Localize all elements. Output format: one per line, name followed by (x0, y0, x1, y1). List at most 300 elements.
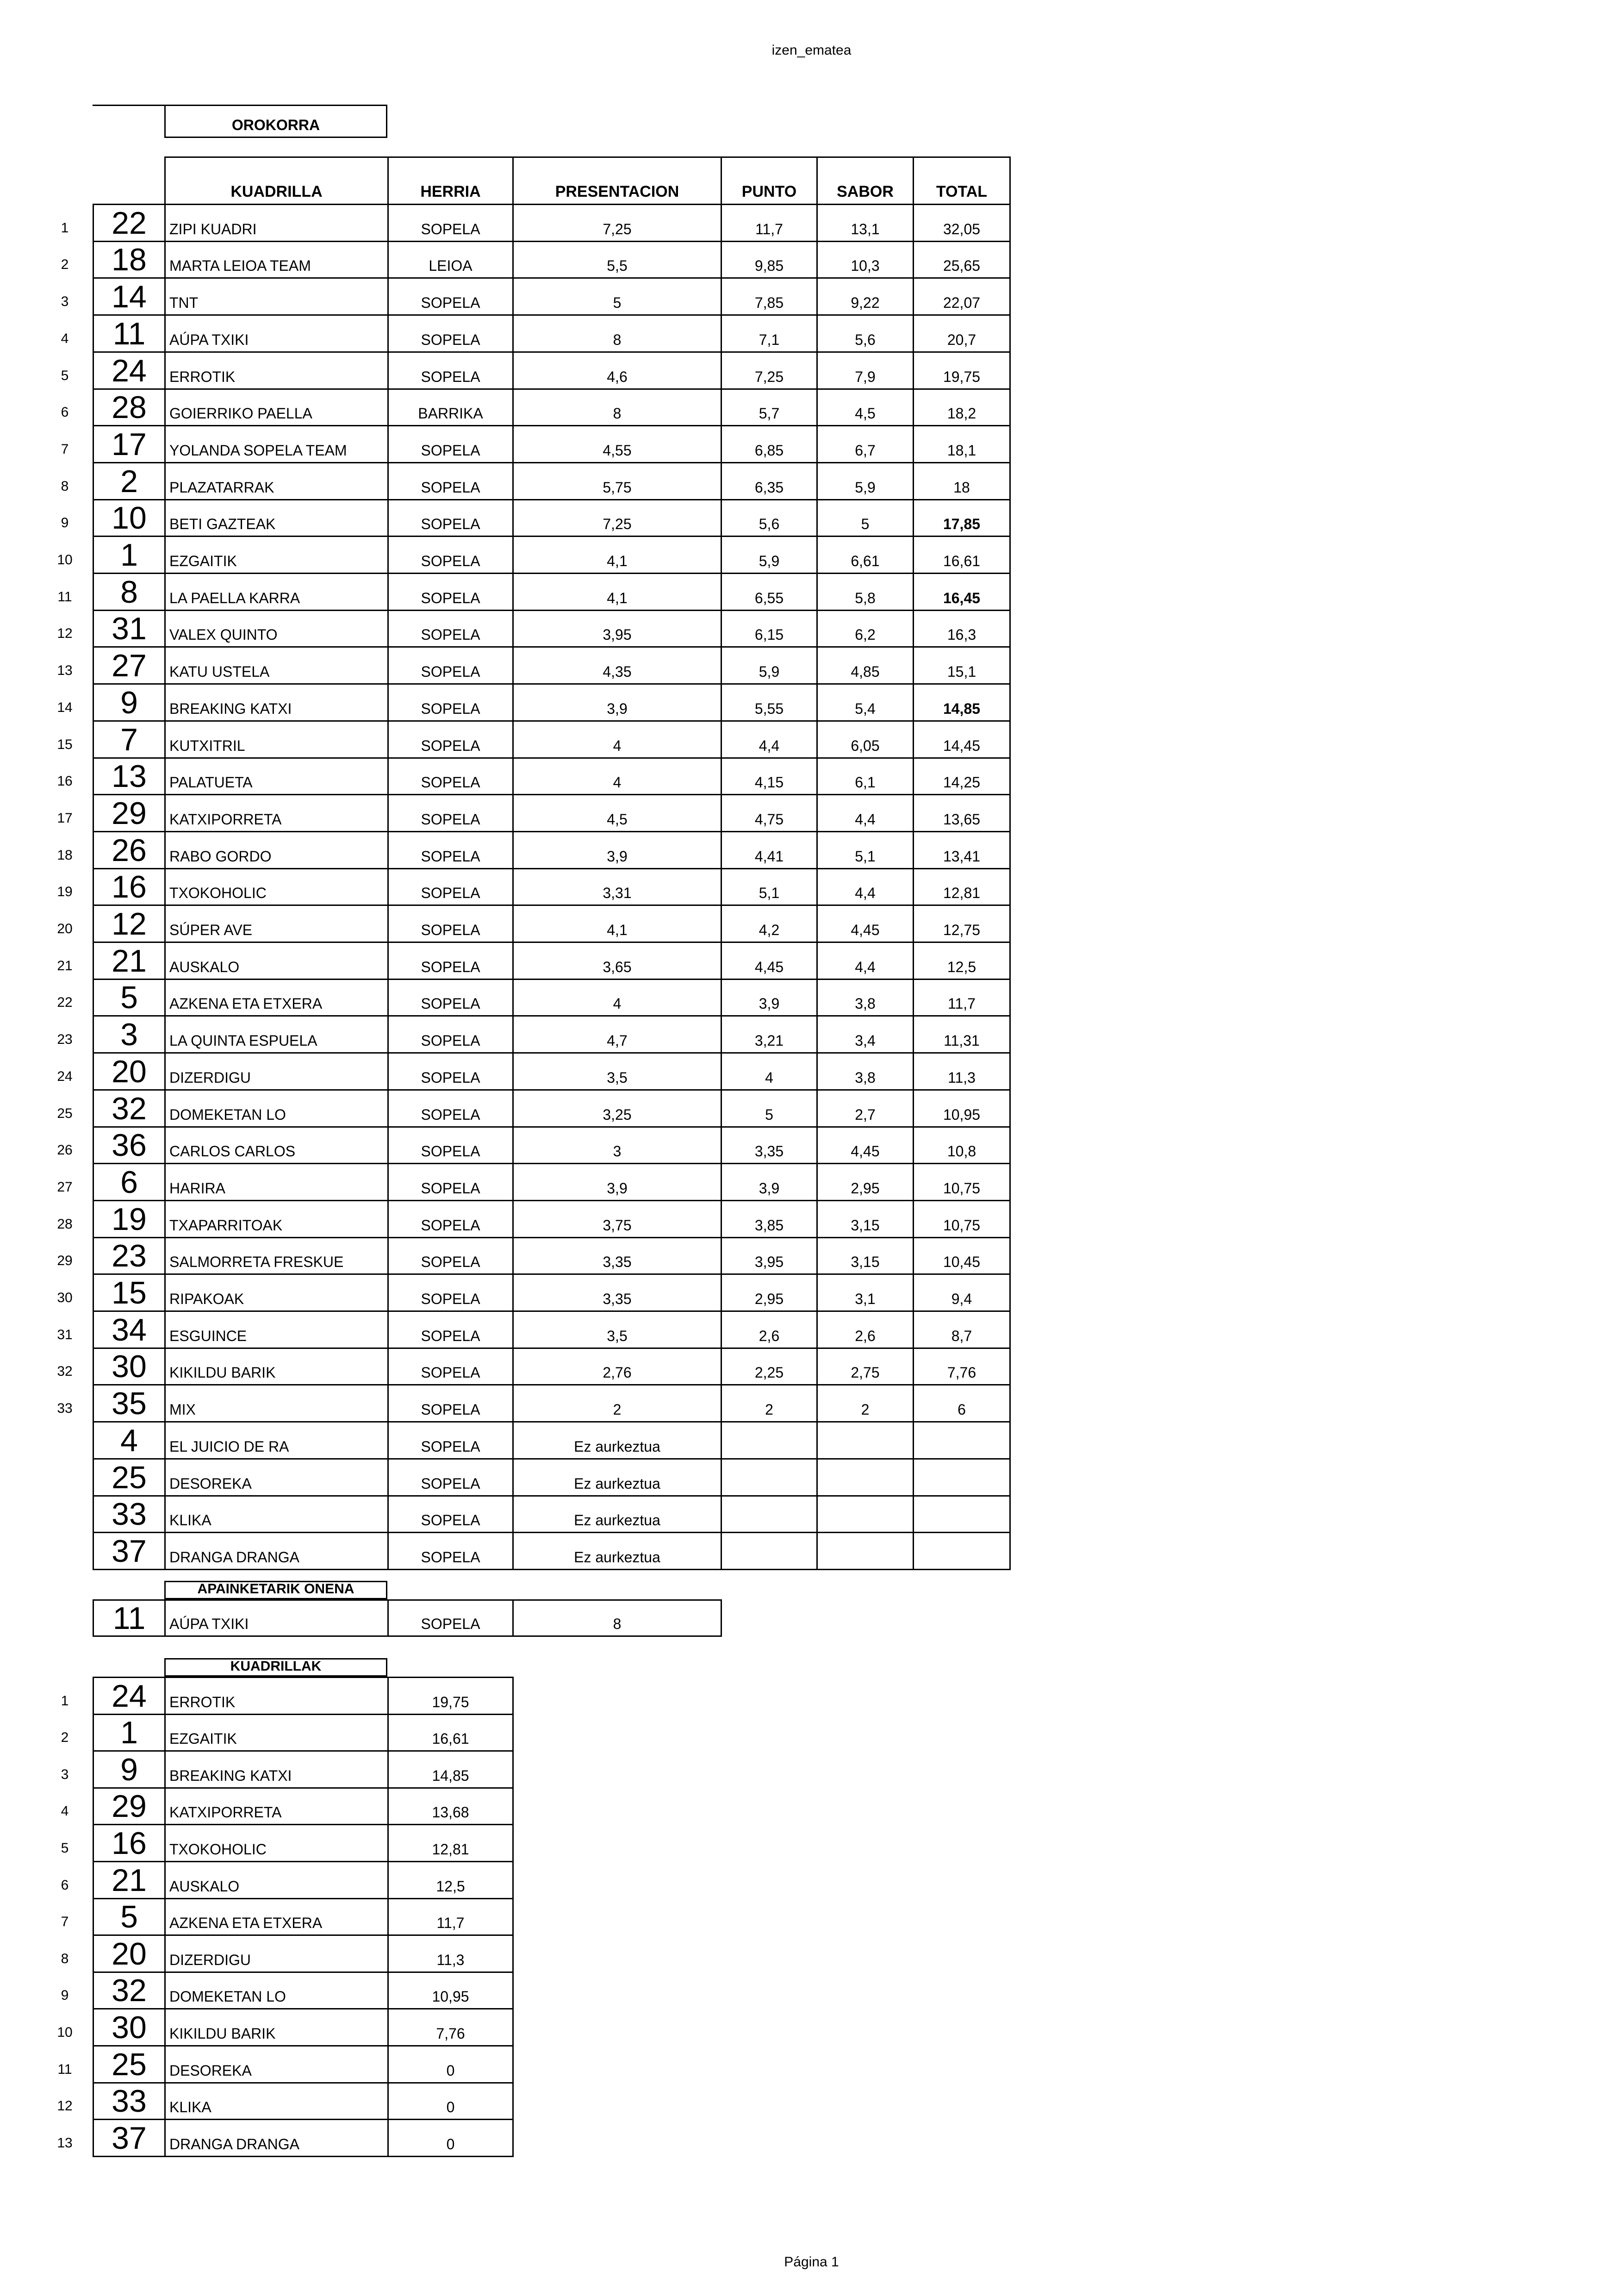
team-name: EL JUICIO DE RA (164, 1421, 389, 1460)
presentacion-score: 5,75 (512, 462, 722, 500)
rank-number: 18 (57, 848, 73, 863)
total-score: 19,75 (913, 351, 1011, 390)
total-score: 14,85 (913, 683, 1011, 722)
total-score: 11,7 (913, 979, 1011, 1017)
team-name: ERROTIK (164, 351, 389, 390)
team-name: AÚPA TXIKI (164, 1599, 389, 1637)
team-number: 22 (93, 204, 166, 242)
presentacion-score: 2,76 (512, 1348, 722, 1385)
team-number: 25 (93, 2045, 166, 2084)
total-score: 19,75 (387, 1677, 514, 1715)
rank-number: 11 (57, 2062, 72, 2077)
presentacion-score: 3,25 (512, 1089, 722, 1128)
team-number: 1 (93, 1714, 166, 1752)
team-name: KATXIPORRETA (164, 1787, 389, 1825)
team-name: AUSKALO (164, 1861, 389, 1899)
presentacion-score: 4 (512, 979, 722, 1017)
total-score: 16,61 (913, 536, 1011, 574)
rank-number: 9 (61, 515, 69, 530)
team-town: SOPELA (387, 499, 514, 537)
punto-score: 5,6 (721, 499, 818, 537)
team-town: SOPELA (387, 757, 514, 795)
rank-number: 31 (57, 1327, 73, 1342)
total-score: 8,7 (913, 1310, 1011, 1349)
team-name: MIX (164, 1384, 389, 1423)
sabor-score: 5,9 (816, 462, 914, 500)
total-score: 0 (387, 2082, 514, 2120)
sabor-score: 7,9 (816, 351, 914, 390)
total-score: 25,65 (913, 241, 1011, 279)
presentacion-score: 7,25 (512, 499, 722, 537)
presentacion-score: 4,1 (512, 905, 722, 943)
total-score: 10,8 (913, 1126, 1011, 1164)
team-number: 3 (93, 1015, 166, 1054)
punto-score: 4,41 (721, 831, 818, 869)
sabor-score: 6,7 (816, 425, 914, 463)
presentacion-score: 3,75 (512, 1200, 722, 1238)
sabor-score: 4,4 (816, 942, 914, 980)
punto-score: 3,85 (721, 1200, 818, 1238)
team-town: SOPELA (387, 573, 514, 611)
presentacion-score: 3,65 (512, 942, 722, 980)
rank-number: 2 (61, 257, 69, 272)
team-number: 32 (93, 1972, 166, 2009)
team-town: SOPELA (387, 720, 514, 759)
team-name: BREAKING KATXI (164, 1750, 389, 1789)
total-score (913, 1495, 1011, 1533)
rank-number: 10 (57, 552, 73, 568)
team-name: DIZERDIGU (164, 1934, 389, 1973)
sabor-score: 5 (816, 499, 914, 537)
rank-number: 15 (57, 737, 73, 752)
team-name: DOMEKETAN LO (164, 1089, 389, 1128)
sabor-score: 2,95 (816, 1163, 914, 1201)
team-number: 1 (93, 536, 166, 574)
team-number: 9 (93, 683, 166, 722)
team-name: TXAPARRITOAK (164, 1200, 389, 1238)
team-name: EZGAITIK (164, 536, 389, 574)
team-number: 36 (93, 1126, 166, 1164)
punto-score: 5,55 (721, 683, 818, 722)
team-town: SOPELA (387, 462, 514, 500)
sabor-score: 4,4 (816, 794, 914, 832)
total-score: 11,3 (913, 1052, 1011, 1091)
rank-number: 25 (57, 1106, 73, 1121)
column-header-sabor: SABOR (816, 156, 914, 205)
punto-score: 3,95 (721, 1237, 818, 1275)
presentacion-score: 3,9 (512, 831, 722, 869)
punto-score: 6,85 (721, 425, 818, 463)
total-score: 11,3 (387, 1934, 514, 1973)
total-score: 13,65 (913, 794, 1011, 832)
sabor-score: 3,4 (816, 1015, 914, 1054)
rank-number: 8 (61, 1951, 69, 1966)
team-name: RIPAKOAK (164, 1273, 389, 1312)
rank-number: 3 (61, 1767, 69, 1782)
team-town: SOPELA (387, 646, 514, 685)
rank-number: 8 (61, 479, 69, 494)
total-score (913, 1532, 1011, 1570)
total-score: 10,45 (913, 1237, 1011, 1275)
team-number: 28 (93, 388, 166, 426)
total-score: 15,1 (913, 646, 1011, 685)
team-name: DESOREKA (164, 2045, 389, 2084)
team-number: 18 (93, 241, 166, 279)
team-number: 20 (93, 1052, 166, 1091)
rank-number: 6 (61, 405, 69, 420)
rank-number: 33 (57, 1401, 73, 1416)
sabor-score: 6,2 (816, 610, 914, 648)
team-name: YOLANDA SOPELA TEAM (164, 425, 389, 463)
team-town: SOPELA (387, 794, 514, 832)
total-score: 16,61 (387, 1714, 514, 1752)
punto-score: 2,25 (721, 1348, 818, 1385)
sabor-score: 6,61 (816, 536, 914, 574)
team-name: AUSKALO (164, 942, 389, 980)
team-number: 5 (93, 1898, 166, 1936)
sabor-score (816, 1421, 914, 1460)
team-number: 21 (93, 942, 166, 980)
presentacion-score: 7,25 (512, 204, 722, 242)
presentacion-score: 4,5 (512, 794, 722, 832)
total-score: 6 (913, 1384, 1011, 1423)
punto-score: 5,9 (721, 536, 818, 574)
sabor-score: 4,4 (816, 868, 914, 906)
team-number: 19 (93, 1200, 166, 1238)
team-number: 34 (93, 1310, 166, 1349)
team-name: KATXIPORRETA (164, 794, 389, 832)
team-number: 23 (93, 1237, 166, 1275)
total-score: 13,41 (913, 831, 1011, 869)
presentacion-score: Ez aurkeztua (512, 1532, 722, 1570)
team-town: SOPELA (387, 942, 514, 980)
team-name: MARTA LEIOA TEAM (164, 241, 389, 279)
team-town: LEIOA (387, 241, 514, 279)
punto-score: 11,7 (721, 204, 818, 242)
team-town: SOPELA (387, 1273, 514, 1312)
presentacion-score: 4,55 (512, 425, 722, 463)
total-score: 14,45 (913, 720, 1011, 759)
rank-number: 10 (57, 2025, 73, 2040)
punto-score: 4,75 (721, 794, 818, 832)
punto-score (721, 1458, 818, 1497)
punto-score: 4 (721, 1052, 818, 1091)
total-score: 14,85 (387, 1750, 514, 1789)
rank-number: 13 (57, 2135, 73, 2151)
punto-score: 2,95 (721, 1273, 818, 1312)
presentacion-score: Ez aurkeztua (512, 1421, 722, 1460)
team-name: DIZERDIGU (164, 1052, 389, 1091)
punto-score: 4,45 (721, 942, 818, 980)
punto-score: 3,9 (721, 979, 818, 1017)
presentacion-score: Ez aurkeztua (512, 1495, 722, 1533)
rank-number: 11 (57, 589, 72, 605)
presentacion-score: 8 (512, 1599, 722, 1637)
sabor-score: 2,75 (816, 1348, 914, 1385)
total-score: 0 (387, 2119, 514, 2157)
team-town: SOPELA (387, 536, 514, 574)
punto-score: 5,1 (721, 868, 818, 906)
team-name: KIKILDU BARIK (164, 2008, 389, 2046)
team-number: 5 (93, 979, 166, 1017)
presentacion-score: 3,95 (512, 610, 722, 648)
team-number: 33 (93, 2082, 166, 2120)
sabor-score (816, 1458, 914, 1497)
team-number: 12 (93, 905, 166, 943)
team-number: 4 (93, 1421, 166, 1460)
team-number: 24 (93, 1677, 166, 1715)
team-town: SOPELA (387, 1384, 514, 1423)
team-number: 8 (93, 573, 166, 611)
rank-number: 12 (57, 2098, 73, 2114)
team-town: SOPELA (387, 1532, 514, 1570)
team-name: DRANGA DRANGA (164, 2119, 389, 2157)
presentacion-score: 5 (512, 277, 722, 316)
team-town: SOPELA (387, 1163, 514, 1201)
team-town: SOPELA (387, 1421, 514, 1460)
rank-number: 17 (57, 811, 73, 826)
team-number: 21 (93, 1861, 166, 1899)
sabor-score: 9,22 (816, 277, 914, 316)
team-town: SOPELA (387, 1126, 514, 1164)
column-header-total: TOTAL (913, 156, 1011, 205)
page-footer: Página 1 (784, 2254, 839, 2270)
total-score: 7,76 (387, 2008, 514, 2046)
rank-number: 9 (61, 1988, 69, 2003)
team-name: AZKENA ETA ETXERA (164, 979, 389, 1017)
team-town: SOPELA (387, 1200, 514, 1238)
team-number: 2 (93, 462, 166, 500)
rank-number: 14 (57, 700, 73, 715)
rank-number: 7 (61, 1914, 69, 1929)
team-number: 11 (93, 1599, 166, 1637)
sabor-score (816, 1495, 914, 1533)
presentacion-score: Ez aurkeztua (512, 1458, 722, 1497)
rank-number: 3 (61, 294, 69, 309)
team-name: PALATUETA (164, 757, 389, 795)
column-header-town: HERRIA (387, 156, 514, 205)
total-score: 12,81 (913, 868, 1011, 906)
team-name: SÚPER AVE (164, 905, 389, 943)
kuadrillak-title: KUADRILLAK (164, 1658, 387, 1677)
team-number: 6 (93, 1163, 166, 1201)
presentacion-score: 3,31 (512, 868, 722, 906)
total-score: 11,31 (913, 1015, 1011, 1054)
presentacion-score: 3,9 (512, 1163, 722, 1201)
total-score: 16,45 (913, 573, 1011, 611)
team-number: 10 (93, 499, 166, 537)
sabor-score: 2,6 (816, 1310, 914, 1349)
presentacion-score: 4,35 (512, 646, 722, 685)
presentacion-score: 3,35 (512, 1237, 722, 1275)
presentacion-score: 3,35 (512, 1273, 722, 1312)
team-name: ERROTIK (164, 1677, 389, 1715)
punto-score: 6,15 (721, 610, 818, 648)
sabor-score: 4,5 (816, 388, 914, 426)
sabor-score (816, 1532, 914, 1570)
rank-number: 32 (57, 1364, 73, 1379)
presentacion-score: 3,5 (512, 1052, 722, 1091)
total-score: 14,25 (913, 757, 1011, 795)
page-header: izen_ematea (771, 43, 852, 58)
team-number: 20 (93, 1934, 166, 1973)
team-number: 11 (93, 314, 166, 353)
team-name: ZIPI KUADRI (164, 204, 389, 242)
presentacion-score: 3,9 (512, 683, 722, 722)
punto-score: 5 (721, 1089, 818, 1128)
team-town: SOPELA (387, 277, 514, 316)
team-number: 27 (93, 646, 166, 685)
total-score: 32,05 (913, 204, 1011, 242)
rank-number: 22 (57, 995, 73, 1010)
sabor-score: 10,3 (816, 241, 914, 279)
team-town: BARRIKA (387, 388, 514, 426)
team-town: SOPELA (387, 610, 514, 648)
team-name: AZKENA ETA ETXERA (164, 1898, 389, 1936)
rank-number: 20 (57, 921, 73, 936)
punto-score: 4,15 (721, 757, 818, 795)
total-score: 18 (913, 462, 1011, 500)
total-score: 12,75 (913, 905, 1011, 943)
rank-number: 1 (61, 1693, 69, 1709)
team-number: 25 (93, 1458, 166, 1497)
rank-number: 19 (57, 884, 73, 899)
total-score: 18,1 (913, 425, 1011, 463)
rank-number: 27 (57, 1179, 73, 1195)
team-name: TXOKOHOLIC (164, 868, 389, 906)
total-score: 11,7 (387, 1898, 514, 1936)
team-town: SOPELA (387, 314, 514, 353)
rank-number: 4 (61, 331, 69, 346)
sabor-score: 3,1 (816, 1273, 914, 1312)
total-score: 0 (387, 2045, 514, 2084)
team-name: DESOREKA (164, 1458, 389, 1497)
team-number: 16 (93, 1824, 166, 1862)
presentacion-score: 3 (512, 1126, 722, 1164)
team-name: TNT (164, 277, 389, 316)
team-name: DOMEKETAN LO (164, 1972, 389, 2009)
punto-score: 3,35 (721, 1126, 818, 1164)
team-name: BETI GAZTEAK (164, 499, 389, 537)
team-town: SOPELA (387, 1089, 514, 1128)
team-name: LA QUINTA ESPUELA (164, 1015, 389, 1054)
rank-number: 30 (57, 1290, 73, 1305)
team-name: KUTXITRIL (164, 720, 389, 759)
sabor-score: 3,15 (816, 1200, 914, 1238)
sabor-score: 4,45 (816, 905, 914, 943)
team-number: 33 (93, 1495, 166, 1533)
sabor-score: 2 (816, 1384, 914, 1423)
rank-number: 7 (61, 442, 69, 457)
column-header-name: KUADRILLA (164, 156, 389, 205)
team-number: 29 (93, 794, 166, 832)
sabor-score: 6,1 (816, 757, 914, 795)
sabor-score: 5,4 (816, 683, 914, 722)
team-number: 24 (93, 351, 166, 390)
total-score: 12,81 (387, 1824, 514, 1862)
team-name: KLIKA (164, 1495, 389, 1533)
team-number: 14 (93, 277, 166, 316)
rank-number: 1 (61, 220, 69, 236)
sabor-score: 5,6 (816, 314, 914, 353)
team-name: CARLOS CARLOS (164, 1126, 389, 1164)
team-town: SOPELA (387, 204, 514, 242)
team-number: 29 (93, 1787, 166, 1825)
presentacion-score: 4 (512, 720, 722, 759)
total-score: 12,5 (387, 1861, 514, 1899)
rank-number: 24 (57, 1069, 73, 1084)
team-name: PLAZATARRAK (164, 462, 389, 500)
rank-number: 6 (61, 1878, 69, 1893)
team-name: BREAKING KATXI (164, 683, 389, 722)
team-name: SALMORRETA FRESKUE (164, 1237, 389, 1275)
punto-score (721, 1495, 818, 1533)
team-number: 37 (93, 2119, 166, 2157)
punto-score: 3,21 (721, 1015, 818, 1054)
team-town: SOPELA (387, 351, 514, 390)
total-score: 7,76 (913, 1348, 1011, 1385)
presentacion-score: 4 (512, 757, 722, 795)
total-score (913, 1421, 1011, 1460)
rank-number: 16 (57, 774, 73, 789)
rank-number: 23 (57, 1032, 73, 1047)
team-name: KATU USTELA (164, 646, 389, 685)
total-score: 10,75 (913, 1163, 1011, 1201)
team-number: 30 (93, 1348, 166, 1385)
sabor-score: 5,8 (816, 573, 914, 611)
sabor-score: 2,7 (816, 1089, 914, 1128)
team-number: 30 (93, 2008, 166, 2046)
rank-number: 26 (57, 1142, 73, 1158)
rank-number: 5 (61, 368, 69, 383)
punto-score: 7,1 (721, 314, 818, 353)
punto-score (721, 1532, 818, 1570)
team-name: DRANGA DRANGA (164, 1532, 389, 1570)
team-town: SOPELA (387, 1348, 514, 1385)
column-header-pres: PRESENTACION (512, 156, 722, 205)
team-number: 15 (93, 1273, 166, 1312)
sabor-score: 13,1 (816, 204, 914, 242)
apainketa-title: APAINKETARIK ONENA (164, 1581, 387, 1599)
team-name: VALEX QUINTO (164, 610, 389, 648)
rank-number: 21 (57, 958, 73, 973)
team-number: 13 (93, 757, 166, 795)
punto-score: 4,4 (721, 720, 818, 759)
total-score: 10,95 (387, 1972, 514, 2009)
punto-score: 3,9 (721, 1163, 818, 1201)
punto-score: 4,2 (721, 905, 818, 943)
team-number: 26 (93, 831, 166, 869)
rank-number: 29 (57, 1253, 73, 1268)
total-score: 12,5 (913, 942, 1011, 980)
sabor-score: 4,85 (816, 646, 914, 685)
team-number: 16 (93, 868, 166, 906)
team-number: 9 (93, 1750, 166, 1789)
punto-score: 6,55 (721, 573, 818, 611)
sabor-score: 3,15 (816, 1237, 914, 1275)
team-town: SOPELA (387, 979, 514, 1017)
sabor-score: 5,1 (816, 831, 914, 869)
rank-number: 13 (57, 663, 73, 678)
sabor-score: 3,8 (816, 979, 914, 1017)
total-score: 17,85 (913, 499, 1011, 537)
team-name: KIKILDU BARIK (164, 1348, 389, 1385)
team-number: 32 (93, 1089, 166, 1128)
orokorra-title: OROKORRA (164, 105, 387, 138)
sabor-score: 4,45 (816, 1126, 914, 1164)
title-underline-left (93, 105, 164, 106)
total-score: 13,68 (387, 1787, 514, 1825)
